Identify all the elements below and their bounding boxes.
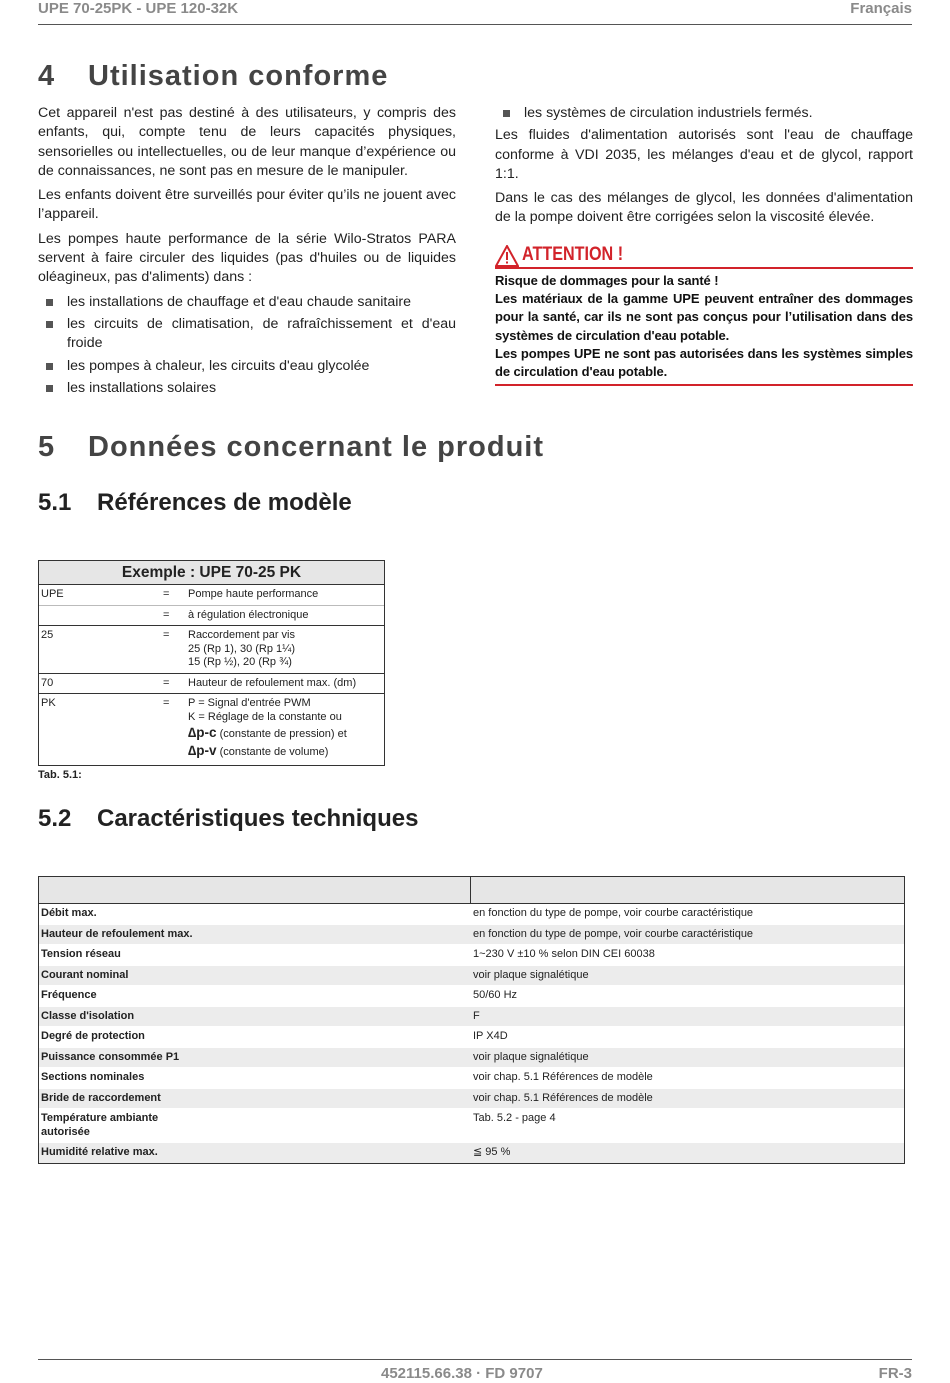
- section-5-2-number: 5.2: [38, 805, 72, 832]
- paragraph: Cet appareil n'est pas destiné à des utilisateurs, y compris des enfants, qui, compte tenu de leurs capacités physiques, sensorielles ou intellectuelles, ou de leur manque d’expérience ou de connaissances, ne sont pas en mesure de le manipuler.: [38, 105, 456, 179]
- header-title: UPE 70-25PK - UPE 120-32K: [38, 0, 239, 17]
- table-row: Puissance consommée P1 voir plaque signalétique: [39, 1047, 904, 1068]
- table-row: [39, 673, 384, 694]
- page-number: FR-3: [878, 1365, 912, 1382]
- attention-header: [495, 245, 913, 269]
- model-description: Raccordement par vis 25 (Rp 1), 30 (Rp 1¼) 15 (Rp ½), 20 (Rp ¾): [188, 629, 295, 668]
- attention-notice: [495, 245, 913, 386]
- equals-sign: =: [163, 588, 170, 600]
- section-5-heading: [38, 431, 544, 464]
- square-bullet-icon: [503, 110, 510, 117]
- equals-sign: =: [163, 697, 170, 709]
- list-item: les circuits de climatisation, de rafraîchissement et d'eau froide: [38, 315, 456, 354]
- section-4-number: 4: [38, 60, 56, 92]
- model-code: PK: [41, 697, 56, 709]
- section-5-title: Données concernant le produit: [88, 431, 544, 463]
- model-code: 25: [41, 629, 54, 641]
- square-bullet-icon: [46, 363, 53, 370]
- section-5-2-title: Caractéristiques techniques: [97, 805, 419, 832]
- paragraph: Dans le cas des mélanges de glycol, les données d'alimentation de la pompe doivent être corrigées selon la viscosité élevée.: [495, 190, 913, 226]
- model-description: Pompe haute performance: [188, 588, 319, 600]
- list-item: les installations solaires: [38, 379, 456, 398]
- table-row: [39, 693, 384, 765]
- page-header: [38, 0, 912, 25]
- list-item: les systèmes de circulation industriels fermés.: [495, 104, 913, 123]
- section-4-left-column: [38, 104, 456, 401]
- section-5-1-number: 5.1: [38, 489, 72, 516]
- table-row: Fréquence 50/60 Hz: [39, 985, 904, 1006]
- paragraph: Les enfants doivent être surveillés pour éviter qu’ils ne jouent avec l’appareil.: [38, 187, 456, 223]
- table-row: Tension réseau 1~230 V ±10 % selon DIN CEI 60038: [39, 944, 904, 965]
- column-divider: [470, 877, 471, 903]
- technical-data-table: [38, 876, 905, 1164]
- model-code: 70: [41, 676, 54, 689]
- section-4-right-column: [495, 104, 913, 233]
- header-language: Français: [850, 0, 912, 17]
- usage-list-continued: [495, 104, 913, 123]
- attention-line: Les matériaux de la gamme UPE peuvent entraîner des dommages pour la santé, car ils ne sont pas conçus pour l’utilisation dans des systèmes de circulation d'eau potable.: [495, 291, 913, 343]
- table-row: Degré de protection IP X4D: [39, 1026, 904, 1047]
- table-row: Classe d'isolation F: [39, 1006, 904, 1027]
- model-reference-table: [38, 560, 385, 766]
- table-row: Température ambiante autorisée Tab. 5.2 - page 4: [39, 1108, 904, 1142]
- model-description: à régulation électronique: [188, 608, 309, 621]
- model-description: P = Signal d'entrée PWM K = Réglage de la constante ou ∆p-c (constante de pression) et ∆p-v (constante de volume): [188, 697, 347, 758]
- table-caption: Tab. 5.1:: [38, 769, 82, 781]
- table-row: Hauteur de refoulement max. en fonction du type de pompe, voir courbe caractéristique: [39, 924, 904, 945]
- model-code: UPE: [41, 588, 64, 600]
- equals-sign: =: [163, 608, 170, 621]
- table-row: Courant nominal voir plaque signalétique: [39, 965, 904, 986]
- table-row: [39, 605, 384, 626]
- attention-line: Risque de dommages pour la santé !: [495, 273, 719, 288]
- list-item: les pompes à chaleur, les circuits d'eau glycolée: [38, 357, 456, 376]
- table-row: Bride de raccordement voir chap. 5.1 Références de modèle: [39, 1088, 904, 1109]
- attention-title: ATTENTION !: [522, 244, 624, 265]
- list-item: les installations de chauffage et d'eau chaude sanitaire: [38, 293, 456, 312]
- section-5-1-title: Références de modèle: [97, 489, 352, 516]
- square-bullet-icon: [46, 299, 53, 306]
- delta-p-c-symbol: ∆p-c: [188, 725, 217, 740]
- usage-list: [38, 293, 456, 398]
- equals-sign: =: [163, 629, 170, 641]
- table-header: [39, 877, 904, 904]
- model-description: Hauteur de refoulement max. (dm): [188, 676, 357, 689]
- document-number: 452115.66.38 · FD 9707: [381, 1365, 543, 1382]
- square-bullet-icon: [46, 321, 53, 328]
- table-row: [39, 585, 384, 605]
- section-5-1-heading: [38, 489, 352, 517]
- section-5-number: 5: [38, 431, 56, 463]
- table-row: [39, 625, 384, 673]
- section-5-2-heading: [38, 805, 418, 833]
- paragraph: Les pompes haute performance de la série Wilo-Stratos PARA servent à faire circuler des liquides (pas d'huiles ou de liquides oléagineux, pas d'aliments) dans :: [38, 230, 456, 286]
- delta-p-v-symbol: ∆p-v: [188, 742, 217, 758]
- section-4-title: Utilisation conforme: [88, 60, 389, 92]
- table-row: Sections nominales voir chap. 5.1 Références de modèle: [39, 1067, 904, 1088]
- model-table-title: Exemple : UPE 70-25 PK: [39, 561, 384, 585]
- attention-line: Les pompes UPE ne sont pas autorisées dans les systèmes simples de circulation d'eau potable.: [495, 345, 913, 380]
- attention-body: [495, 269, 913, 386]
- section-4-heading: [38, 60, 388, 93]
- paragraph: Les fluides d'alimentation autorisés sont l'eau de chauffage conforme à VDI 2035, les mélanges d'eau et de glycol, rapport 1:1.: [495, 127, 913, 182]
- table-row: Débit max. en fonction du type de pompe, voir courbe caractéristique: [41, 907, 754, 919]
- warning-triangle-icon: [495, 245, 519, 267]
- equals-sign: =: [163, 676, 170, 689]
- square-bullet-icon: [46, 385, 53, 392]
- table-row: Humidité relative max. ≦ 95 %: [39, 1142, 904, 1163]
- page-footer: [38, 1359, 912, 1383]
